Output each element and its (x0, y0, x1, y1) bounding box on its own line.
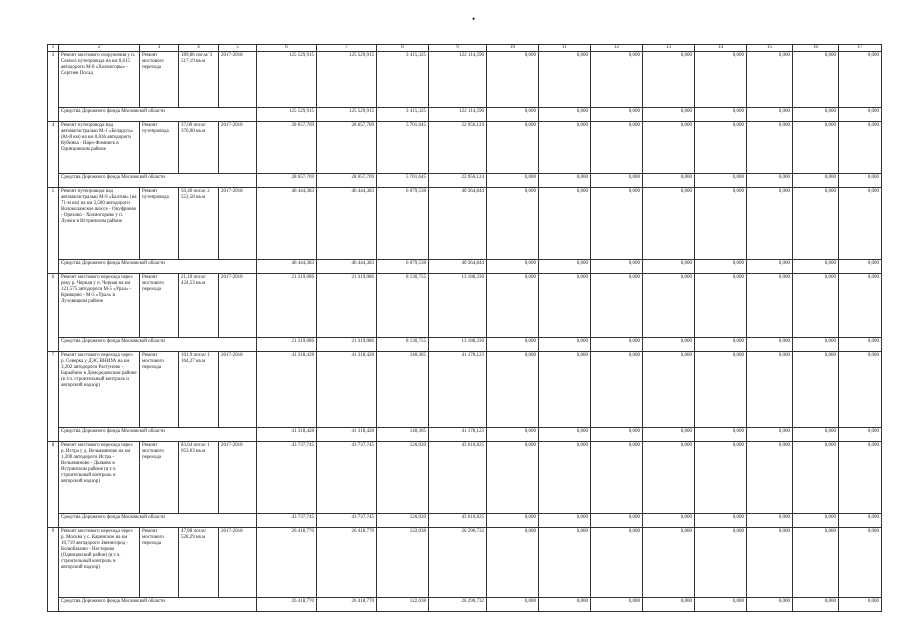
source-zero: 0,000 (591, 174, 643, 188)
source-zero: 0,000 (487, 514, 539, 528)
source-zero: 0,000 (487, 338, 539, 352)
source-zero: 0,000 (793, 174, 839, 188)
source-zero: 0,000 (487, 174, 539, 188)
value-zero: 0,000 (793, 442, 839, 514)
source-zero: 0,000 (793, 598, 839, 612)
value-zero: 0,000 (839, 528, 882, 598)
value-year-2018: 22 956,124 (429, 122, 487, 174)
column-number-cell: 12 (591, 45, 643, 52)
value-zero: 0,000 (839, 122, 882, 174)
source-zero: 0,000 (539, 108, 591, 122)
value-zero: 0,000 (747, 122, 793, 174)
object-row (48, 52, 882, 108)
source-total: 26 418,770 (257, 598, 317, 612)
value-year-2017: 140,305 (377, 352, 429, 428)
funding-source-row (48, 428, 882, 442)
source-zero: 0,000 (793, 428, 839, 442)
value-zero: 0,000 (591, 188, 643, 260)
value-year-2018: 122 114,590 (429, 52, 487, 108)
source-year-2017: 5 701,645 (377, 174, 429, 188)
source-financing: 26 418,770 (317, 598, 377, 612)
funding-source-row (48, 260, 882, 274)
value-financing: 26 418,770 (317, 528, 377, 598)
column-number-cell: 3 (140, 45, 179, 52)
value-zero: 0,000 (591, 442, 643, 514)
value-zero: 0,000 (487, 188, 539, 260)
value-year-2017: 6 079,538 (377, 188, 429, 260)
value-zero: 0,000 (695, 274, 747, 338)
value-year-2018: 26 296,732 (429, 528, 487, 598)
value-zero: 0,000 (539, 188, 591, 260)
funding-source: Средства Дорожного фонда Московской области (59, 260, 257, 274)
object-capacity: 50,40 пог.м/ 2 553,58 кв.м (179, 188, 219, 260)
source-year-2018: 26 296,732 (429, 598, 487, 612)
source-zero: 0,000 (591, 108, 643, 122)
work-type: Ремонт мостового перехода (140, 274, 179, 338)
source-zero: 0,000 (487, 108, 539, 122)
value-zero: 0,000 (793, 274, 839, 338)
work-years: 2017-2018 (219, 274, 257, 338)
value-total: 43 737,745 (257, 442, 317, 514)
value-zero: 0,000 (643, 352, 695, 428)
source-zero: 0,000 (695, 428, 747, 442)
funding-source: Средства Дорожного фонда Московской области (59, 598, 257, 612)
source-zero: 0,000 (793, 514, 839, 528)
source-year-2018: 43 610,825 (429, 514, 487, 528)
source-zero: 0,000 (643, 260, 695, 274)
value-total: 46 444,383 (257, 188, 317, 260)
funding-source: Средства Дорожного фонда Московской области (59, 338, 257, 352)
value-year-2018: 41 178,123 (429, 352, 487, 428)
object-row (48, 352, 882, 428)
value-financing: 43 737,745 (317, 442, 377, 514)
value-financing: 21 319,086 (317, 274, 377, 338)
value-zero: 0,000 (487, 352, 539, 428)
value-zero: 0,000 (539, 442, 591, 514)
value-zero: 0,000 (747, 274, 793, 338)
source-zero: 0,000 (591, 428, 643, 442)
source-zero: 0,000 (695, 174, 747, 188)
value-zero: 0,000 (487, 528, 539, 598)
column-number-cell: 11 (539, 45, 591, 52)
source-financing: 21 319,086 (317, 338, 377, 352)
value-zero: 0,000 (487, 442, 539, 514)
column-number-cell: 4 (179, 45, 219, 52)
value-zero: 0,000 (747, 442, 793, 514)
value-zero: 0,000 (839, 352, 882, 428)
object-capacity: 101,9 пог.м/ 1 164,27 кв.м (179, 352, 219, 428)
source-zero: 0,000 (793, 338, 839, 352)
source-zero: 0,000 (839, 174, 882, 188)
object-name: Ремонт мостового перехода через р. Северка у ДЭС ВНИУА на км 3,202 автодороги Растуново - Барыбино в Домодедовском районе (в т.ч. строительный контроль и авторский надзор) (59, 352, 140, 428)
source-zero: 0,000 (487, 260, 539, 274)
source-zero: 0,000 (747, 338, 793, 352)
value-zero: 0,000 (643, 122, 695, 174)
object-row (48, 442, 882, 514)
source-zero: 0,000 (747, 174, 793, 188)
column-number-cell: 15 (747, 45, 793, 52)
source-zero: 0,000 (793, 260, 839, 274)
value-zero: 0,000 (747, 52, 793, 108)
object-row (48, 528, 882, 598)
value-zero: 0,000 (793, 528, 839, 598)
object-capacity: 21,10 пог.м/ 424,53 кв.м (179, 274, 219, 338)
value-zero: 0,000 (839, 442, 882, 514)
value-zero: 0,000 (487, 122, 539, 174)
column-number-cell: 2 (59, 45, 140, 52)
source-zero: 0,000 (591, 338, 643, 352)
column-number-cell: 10 (487, 45, 539, 52)
object-row (48, 122, 882, 174)
source-total: 125 529,915 (257, 108, 317, 122)
value-zero: 0,000 (839, 274, 882, 338)
column-number-cell: 9 (429, 45, 487, 52)
source-zero: 0,000 (643, 428, 695, 442)
source-financing: 43 737,745 (317, 514, 377, 528)
value-total: 28 657,769 (257, 122, 317, 174)
object-capacity: 47,88 пог.м/ 528,29 кв.м (179, 528, 219, 598)
row-number: 9 (48, 528, 59, 612)
work-years: 2017-2018 (219, 122, 257, 174)
source-total: 43 737,745 (257, 514, 317, 528)
source-zero: 0,000 (643, 338, 695, 352)
column-number-cell: 14 (695, 45, 747, 52)
source-year-2018: 41 178,123 (429, 428, 487, 442)
funding-source: Средства Дорожного фонда Московской области (59, 514, 257, 528)
funding-source-row (48, 108, 882, 122)
value-zero: 0,000 (591, 528, 643, 598)
value-year-2017: 126,920 (377, 442, 429, 514)
source-total: 28 657,769 (257, 174, 317, 188)
column-number-cell: 13 (643, 45, 695, 52)
source-zero: 0,000 (747, 428, 793, 442)
value-year-2018: 13 188,330 (429, 274, 487, 338)
work-years: 2017-2018 (219, 442, 257, 514)
value-zero: 0,000 (591, 274, 643, 338)
value-zero: 0,000 (487, 52, 539, 108)
work-years: 2017-2018 (219, 352, 257, 428)
source-year-2018: 13 188,330 (429, 338, 487, 352)
object-capacity: 83,64 пог.м/ 1 053,03 кв.м (179, 442, 219, 514)
value-total: 26 418,770 (257, 528, 317, 598)
value-zero: 0,000 (793, 122, 839, 174)
value-financing: 41 318,428 (317, 352, 377, 428)
value-zero: 0,000 (487, 274, 539, 338)
column-number-cell: 17 (839, 45, 882, 52)
value-total: 125 529,915 (257, 52, 317, 108)
row-number: 7 (48, 352, 59, 442)
source-zero: 0,000 (487, 428, 539, 442)
value-year-2017: 122,038 (377, 528, 429, 598)
value-zero: 0,000 (643, 274, 695, 338)
source-zero: 0,000 (695, 108, 747, 122)
source-zero: 0,000 (747, 598, 793, 612)
source-zero: 0,000 (591, 514, 643, 528)
value-zero: 0,000 (591, 122, 643, 174)
object-name: Ремонт мостового перехода через р. Москва у с. Каринское на км 10,719 автодороги Звенигород - Колюбакино - Нестерово (Одинцовский район) (в т.ч. строительный контроль и авторский надзор) (59, 528, 140, 598)
source-zero: 0,000 (539, 598, 591, 612)
source-zero: 0,000 (839, 260, 882, 274)
row-number: 8 (48, 442, 59, 528)
funding-source-row (48, 598, 882, 612)
source-zero: 0,000 (643, 598, 695, 612)
source-year-2017: 122,038 (377, 598, 429, 612)
source-zero: 0,000 (539, 514, 591, 528)
value-zero: 0,000 (539, 274, 591, 338)
source-zero: 0,000 (487, 598, 539, 612)
funding-source-row (48, 514, 882, 528)
value-zero: 0,000 (695, 528, 747, 598)
source-zero: 0,000 (591, 260, 643, 274)
source-year-2018: 40 364,844 (429, 260, 487, 274)
source-zero: 0,000 (539, 174, 591, 188)
value-zero: 0,000 (839, 52, 882, 108)
source-total: 41 318,428 (257, 428, 317, 442)
row-number: 6 (48, 274, 59, 352)
column-number-cell: 16 (793, 45, 839, 52)
value-year-2017: 5 701,645 (377, 122, 429, 174)
value-zero: 0,000 (643, 188, 695, 260)
value-zero: 0,000 (793, 52, 839, 108)
value-zero: 0,000 (695, 188, 747, 260)
source-zero: 0,000 (539, 428, 591, 442)
source-zero: 0,000 (643, 174, 695, 188)
value-zero: 0,000 (747, 188, 793, 260)
column-number-cell: 5 (219, 45, 257, 52)
value-year-2017: 8 130,755 (377, 274, 429, 338)
object-name: Ремонт мостового перехода через р. Истра у д. Вельяминово на км 1,200 автодороги Истра - Вельяминово - Дьяково в Истринском районе (в т.ч. строительный контроль и авторский надзор) (59, 442, 140, 514)
value-zero: 0,000 (539, 52, 591, 108)
column-number-cell: 7 (317, 45, 377, 52)
value-year-2018: 40 364,844 (429, 188, 487, 260)
source-zero: 0,000 (839, 514, 882, 528)
value-zero: 0,000 (695, 122, 747, 174)
source-zero: 0,000 (643, 108, 695, 122)
source-financing: 41 318,428 (317, 428, 377, 442)
source-year-2017: 8 130,755 (377, 338, 429, 352)
value-year-2018: 43 610,825 (429, 442, 487, 514)
value-zero: 0,000 (591, 352, 643, 428)
work-years: 2017-2018 (219, 528, 257, 598)
value-zero: 0,000 (643, 52, 695, 108)
value-zero: 0,000 (747, 352, 793, 428)
source-zero: 0,000 (839, 108, 882, 122)
value-zero: 0,000 (695, 352, 747, 428)
budget-table (47, 44, 882, 612)
value-financing: 46 444,383 (317, 188, 377, 260)
value-zero: 0,000 (643, 442, 695, 514)
source-zero: 0,000 (591, 598, 643, 612)
source-financing: 125 529,915 (317, 108, 377, 122)
value-zero: 0,000 (539, 352, 591, 428)
funding-source: Средства Дорожного фонда Московской области (59, 428, 257, 442)
source-year-2017: 3 415,325 (377, 108, 429, 122)
object-row (48, 274, 882, 338)
work-type: Ремонт мостового перехода (140, 442, 179, 514)
source-year-2017: 126,920 (377, 514, 429, 528)
funding-source: Средства Дорожного фонда Московской области (59, 174, 257, 188)
value-zero: 0,000 (591, 52, 643, 108)
value-zero: 0,000 (793, 352, 839, 428)
value-zero: 0,000 (747, 528, 793, 598)
page-mark: • (472, 14, 476, 24)
funding-source-row (48, 338, 882, 352)
source-zero: 0,000 (643, 514, 695, 528)
source-financing: 46 444,383 (317, 260, 377, 274)
object-name: Ремонт мостового сооружения у п. Семхоз путепровода на км 0,615 автодороги М-8 «Холмогоры» - Сергиев Посад (59, 52, 140, 108)
value-year-2017: 3 415,325 (377, 52, 429, 108)
value-total: 21 319,086 (257, 274, 317, 338)
source-zero: 0,000 (695, 338, 747, 352)
source-zero: 0,000 (747, 514, 793, 528)
header-number-row (48, 45, 882, 52)
object-name: Ремонт мостового перехода через реку р. Черная у п. Черная на км 121,575 автодороги М-5 «Урал» - Кривцово - М-5 «Урал» в Луховицком районе (59, 274, 140, 338)
value-zero: 0,000 (839, 188, 882, 260)
row-number: 5 (48, 188, 59, 274)
source-total: 46 444,383 (257, 260, 317, 274)
source-total: 21 319,086 (257, 338, 317, 352)
source-zero: 0,000 (747, 108, 793, 122)
object-row (48, 188, 882, 260)
value-zero: 0,000 (695, 442, 747, 514)
source-financing: 28 657,769 (317, 174, 377, 188)
work-years: 2017-2018 (219, 188, 257, 260)
object-capacity: 189,86 пог.м/ 3 517,19 кв.м (179, 52, 219, 108)
source-zero: 0,000 (539, 338, 591, 352)
work-years: 2017-2018 (219, 52, 257, 108)
value-financing: 125 529,915 (317, 52, 377, 108)
value-total: 41 318,428 (257, 352, 317, 428)
column-number-cell: 1 (48, 45, 59, 52)
source-zero: 0,000 (839, 338, 882, 352)
source-zero: 0,000 (695, 260, 747, 274)
work-type: Ремонт мостового перехода (140, 352, 179, 428)
source-year-2018: 22 956,124 (429, 174, 487, 188)
value-zero: 0,000 (539, 122, 591, 174)
column-number-cell: 6 (257, 45, 317, 52)
source-zero: 0,000 (695, 598, 747, 612)
work-type: Ремонт путепровода (140, 122, 179, 174)
source-zero: 0,000 (695, 514, 747, 528)
source-zero: 0,000 (747, 260, 793, 274)
source-zero: 0,000 (839, 428, 882, 442)
work-type: Ремонт мостового перехода (140, 52, 179, 108)
object-name: Ремонт путепровода над автомагистралью М-1 «Беларусь» (84-й км) на км 0,836 автодороги Кубинка - Наро-Фоминск в Одинцовском районе (59, 122, 140, 174)
row-number: 3 (48, 52, 59, 122)
source-year-2018: 122 114,590 (429, 108, 487, 122)
value-financing: 28 657,769 (317, 122, 377, 174)
value-zero: 0,000 (643, 528, 695, 598)
work-type: Ремонт путепровода (140, 188, 179, 260)
object-name: Ремонт путепровода над автомагистралью М-9 «Балтия» (на 71-м км) на км 2,500 автодороги Волоколамское шоссе - Онуфриево - Ореховo - Холмогорово у п. Лужки в Истринском районе (59, 188, 140, 260)
value-zero: 0,000 (695, 52, 747, 108)
source-zero: 0,000 (839, 598, 882, 612)
funding-source-row (48, 174, 882, 188)
column-number-cell: 8 (377, 45, 429, 52)
value-zero: 0,000 (539, 528, 591, 598)
work-type: Ремонт мостового перехода (140, 528, 179, 598)
source-zero: 0,000 (539, 260, 591, 274)
source-year-2017: 6 079,538 (377, 260, 429, 274)
object-capacity: 37,00 пог.м/ 370,00 кв.м (179, 122, 219, 174)
value-zero: 0,000 (793, 188, 839, 260)
funding-source: Средства Дорожного фонда Московской области (59, 108, 257, 122)
source-year-2017: 140,305 (377, 428, 429, 442)
row-number: 4 (48, 122, 59, 188)
source-zero: 0,000 (793, 108, 839, 122)
